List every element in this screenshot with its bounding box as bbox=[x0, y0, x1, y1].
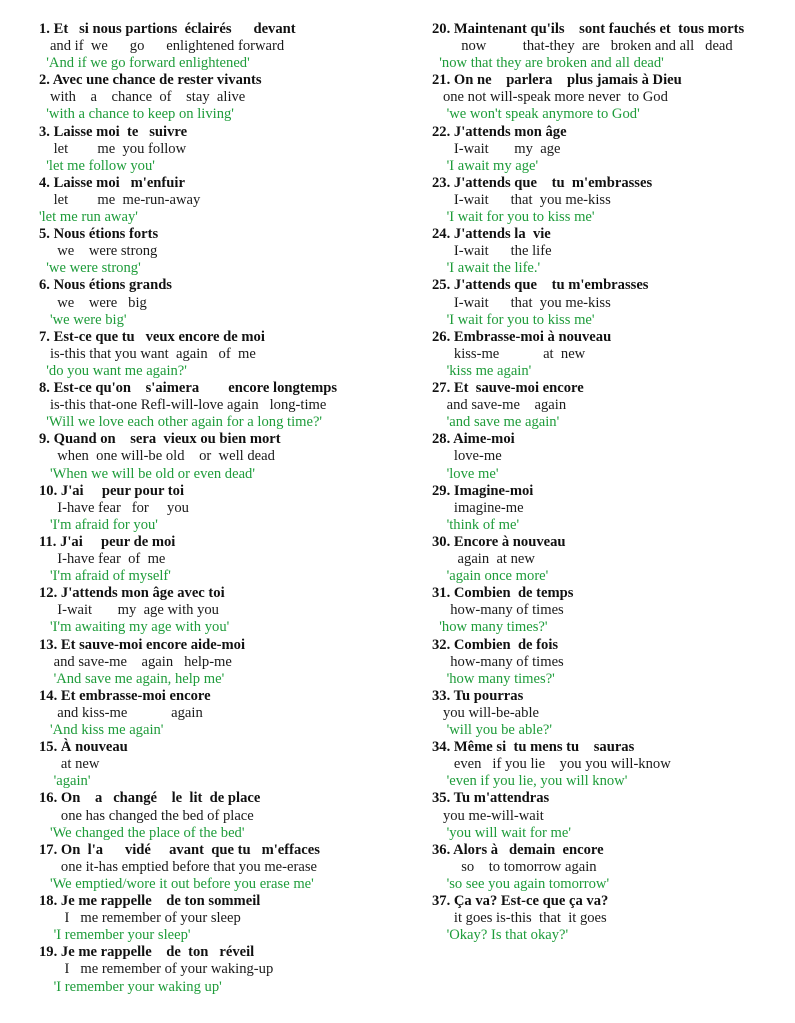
gloss-line: I-wait that you me-kiss bbox=[432, 191, 611, 208]
french-line: 24. J'attends la vie bbox=[432, 226, 551, 243]
translation-line: 'I await my age' bbox=[432, 157, 539, 174]
french-line: 28. Aime-moi bbox=[432, 431, 515, 448]
gloss-line: you me-will-wait bbox=[432, 807, 544, 824]
lyric-entry bbox=[432, 637, 777, 688]
french-line: 35. Tu m'attendras bbox=[432, 790, 550, 807]
lyric-entry bbox=[432, 585, 777, 636]
french-line: 12. J'attends mon âge avec toi bbox=[39, 585, 225, 602]
french-line: 5. Nous étions forts bbox=[39, 226, 159, 243]
translation-line: 'do you want me again?' bbox=[39, 362, 187, 379]
translation-line: 'you will wait for me' bbox=[432, 824, 572, 841]
french-line: 31. Combien de temps bbox=[432, 585, 574, 602]
lyric-entry bbox=[432, 431, 777, 482]
gloss-line: now that-they are broken and all dead bbox=[432, 38, 733, 55]
french-line: 23. J'attends que tu m'embrasses bbox=[432, 174, 653, 191]
lyric-entry bbox=[39, 637, 409, 688]
gloss-line: again at new bbox=[432, 551, 535, 568]
gloss-line: how-many of times bbox=[432, 653, 564, 670]
translation-line: 'I'm awaiting my age with you' bbox=[39, 619, 230, 636]
gloss-line: I me remember of your sleep bbox=[39, 910, 241, 927]
translation-line: 'again once more' bbox=[432, 568, 549, 585]
gloss-line: I-wait my age bbox=[432, 140, 561, 157]
french-line: 7. Est-ce que tu veux encore de moi bbox=[39, 328, 265, 345]
lyric-entry bbox=[432, 534, 777, 585]
lyric-entry bbox=[39, 72, 409, 123]
lyric-entry bbox=[432, 380, 777, 431]
gloss-line: and kiss-me again bbox=[39, 704, 203, 721]
gloss-line: so to tomorrow again bbox=[432, 858, 597, 875]
translation-line: 'I'm afraid for you' bbox=[39, 516, 158, 533]
gloss-line: you will-be-able bbox=[432, 704, 539, 721]
translation-line: 'now that they are broken and all dead' bbox=[432, 55, 664, 72]
lyric-entry bbox=[432, 72, 777, 123]
gloss-line: when one will-be old or well dead bbox=[39, 448, 275, 465]
translation-line: 'I wait for you to kiss me' bbox=[432, 311, 595, 328]
french-line: 25. J'attends que tu m'embrasses bbox=[432, 277, 649, 294]
lyric-entry bbox=[39, 226, 409, 277]
french-line: 33. Tu pourras bbox=[432, 687, 524, 704]
right-column bbox=[432, 21, 777, 944]
translation-line: 'When we will be old or even dead' bbox=[39, 465, 255, 482]
french-line: 4. Laisse moi m'enfuir bbox=[39, 174, 185, 191]
translation-line: 'I wait for you to kiss me' bbox=[432, 209, 595, 226]
lyric-entry bbox=[432, 790, 777, 841]
translation-line: 'And kiss me again' bbox=[39, 722, 164, 739]
lyric-entry bbox=[39, 431, 409, 482]
translation-line: 'I await the life.' bbox=[432, 260, 541, 277]
french-line: 17. On l'a vidé avant que tu m'effaces bbox=[39, 841, 320, 858]
gloss-line: I me remember of your waking-up bbox=[39, 961, 274, 978]
lyric-entry bbox=[39, 893, 409, 944]
french-line: 16. On a changé le lit de place bbox=[39, 790, 261, 807]
french-line: 29. Imagine-moi bbox=[432, 482, 534, 499]
lyric-entry bbox=[432, 226, 777, 277]
gloss-line: with a chance of stay alive bbox=[39, 89, 246, 106]
french-line: 30. Encore à nouveau bbox=[432, 533, 566, 550]
translation-line: 'will you be able?' bbox=[432, 722, 552, 739]
gloss-line: and save-me again help-me bbox=[39, 653, 232, 670]
translation-line: 'and save me again' bbox=[432, 414, 560, 431]
lyric-entry bbox=[39, 534, 409, 585]
gloss-line: kiss-me at new bbox=[432, 345, 586, 362]
french-line: 26. Embrasse-moi à nouveau bbox=[432, 328, 612, 345]
french-line: 6. Nous étions grands bbox=[39, 277, 172, 294]
french-line: 3. Laisse moi te suivre bbox=[39, 123, 188, 140]
french-line: 22. J'attends mon âge bbox=[432, 123, 567, 140]
lyric-entry bbox=[39, 329, 409, 380]
french-line: 10. J'ai peur pour toi bbox=[39, 482, 185, 499]
lyric-entry bbox=[432, 893, 777, 944]
gloss-line: one it-has emptied before that you me-erase bbox=[39, 858, 317, 875]
french-line: 14. Et embrasse-moi encore bbox=[39, 687, 211, 704]
translation-line: 'And save me again, help me' bbox=[39, 670, 225, 687]
gloss-line: we were strong bbox=[39, 243, 158, 260]
translation-line: 'let me run away' bbox=[39, 209, 138, 226]
gloss-line: one not will-speak more never to God bbox=[432, 89, 668, 106]
translation-line: 'think of me' bbox=[432, 516, 520, 533]
gloss-line: I-wait the life bbox=[432, 243, 552, 260]
translation-line: 'Will we love each other again for a long time?' bbox=[39, 414, 323, 431]
lyric-entry bbox=[39, 21, 409, 72]
translation-line: 'so see you again tomorrow' bbox=[432, 875, 610, 892]
gloss-line: it goes is-this that it goes bbox=[432, 910, 607, 927]
translation-line: 'how many times?' bbox=[432, 670, 555, 687]
lyric-entry bbox=[432, 175, 777, 226]
gloss-line: is-this that-one Refl-will-love again long-time bbox=[39, 397, 327, 414]
translation-line: 'And if we go forward enlightened' bbox=[39, 55, 250, 72]
lyric-entry bbox=[432, 124, 777, 175]
gloss-line: at new bbox=[39, 756, 100, 773]
translation-line: 'let me follow you' bbox=[39, 157, 155, 174]
gloss-line: I-wait that you me-kiss bbox=[432, 294, 611, 311]
translation-line: 'I remember your sleep' bbox=[39, 927, 191, 944]
french-line: 34. Même si tu mens tu sauras bbox=[432, 739, 635, 756]
lyric-entry bbox=[39, 790, 409, 841]
french-line: 1. Et si nous partions éclairés devant bbox=[39, 21, 296, 37]
left-column bbox=[39, 21, 409, 996]
gloss-line: let me me-run-away bbox=[39, 191, 201, 208]
french-line: 2. Avec une chance de rester vivants bbox=[39, 72, 262, 89]
lyric-entry bbox=[39, 585, 409, 636]
gloss-line: and if we go enlightened forward bbox=[39, 38, 285, 55]
lyric-entry bbox=[39, 842, 409, 893]
lyric-entry bbox=[39, 944, 409, 995]
lyric-entry bbox=[39, 175, 409, 226]
gloss-line: how-many of times bbox=[432, 602, 564, 619]
french-line: 27. Et sauve-moi encore bbox=[432, 380, 584, 397]
gloss-line: I-wait my age with you bbox=[39, 602, 219, 619]
french-line: 32. Combien de fois bbox=[432, 636, 559, 653]
gloss-line: let me you follow bbox=[39, 140, 187, 157]
translation-line: 'kiss me again' bbox=[432, 362, 532, 379]
gloss-line: love-me bbox=[432, 448, 502, 465]
translation-line: 'I'm afraid of myself' bbox=[39, 568, 171, 585]
translation-line: 'with a chance to keep on living' bbox=[39, 106, 234, 123]
lyric-entry bbox=[432, 688, 777, 739]
lyric-entry bbox=[39, 277, 409, 328]
lyric-entry bbox=[39, 688, 409, 739]
french-line: 9. Quand on sera vieux ou bien mort bbox=[39, 431, 281, 448]
translation-line: 'even if you lie, you will know' bbox=[432, 773, 628, 790]
french-line: 13. Et sauve-moi encore aide-moi bbox=[39, 636, 246, 653]
gloss-line: and save-me again bbox=[432, 397, 567, 414]
translation-line: 'again' bbox=[39, 773, 91, 790]
lyric-entry bbox=[39, 380, 409, 431]
lyric-entry bbox=[39, 483, 409, 534]
translation-line: 'We emptied/wore it out before you erase me' bbox=[39, 875, 314, 892]
lyric-entry bbox=[432, 842, 777, 893]
gloss-line: even if you lie you you will-know bbox=[432, 756, 671, 773]
gloss-line: I-have fear of me bbox=[39, 551, 166, 568]
french-line: 37. Ça va? Est-ce que ça va? bbox=[432, 893, 609, 910]
translation-line: 'we won't speak anymore to God' bbox=[432, 106, 640, 123]
gloss-line: imagine-me bbox=[432, 499, 524, 516]
gloss-line: is-this that you want again of me bbox=[39, 345, 256, 362]
lyric-entry bbox=[432, 277, 777, 328]
gloss-line: one has changed the bed of place bbox=[39, 807, 254, 824]
lyric-entry bbox=[432, 21, 777, 72]
gloss-line: we were big bbox=[39, 294, 147, 311]
lyric-entry bbox=[39, 739, 409, 790]
lyric-entry bbox=[432, 483, 777, 534]
lyric-entry bbox=[39, 124, 409, 175]
french-line: 20. Maintenant qu'ils sont fauchés et tous morts bbox=[432, 21, 745, 37]
french-line: 19. Je me rappelle de ton réveil bbox=[39, 944, 255, 961]
translation-line: 'I remember your waking up' bbox=[39, 978, 222, 995]
translation-line: 'we were strong' bbox=[39, 260, 141, 277]
translation-line: 'how many times?' bbox=[432, 619, 548, 636]
gloss-line: I-have fear for you bbox=[39, 499, 189, 516]
french-line: 15. À nouveau bbox=[39, 739, 128, 756]
translation-line: 'love me' bbox=[432, 465, 499, 482]
translation-line: 'Okay? Is that okay?' bbox=[432, 927, 569, 944]
french-line: 11. J'ai peur de moi bbox=[39, 533, 176, 550]
french-line: 36. Alors à demain encore bbox=[432, 841, 604, 858]
lyric-entry bbox=[432, 329, 777, 380]
french-line: 18. Je me rappelle de ton sommeil bbox=[39, 893, 261, 910]
lyric-entry bbox=[432, 739, 777, 790]
translation-line: 'We changed the place of the bed' bbox=[39, 824, 245, 841]
french-line: 21. On ne parlera plus jamais à Dieu bbox=[432, 72, 682, 89]
french-line: 8. Est-ce qu'on s'aimera encore longtemps bbox=[39, 380, 338, 397]
translation-line: 'we were big' bbox=[39, 311, 127, 328]
